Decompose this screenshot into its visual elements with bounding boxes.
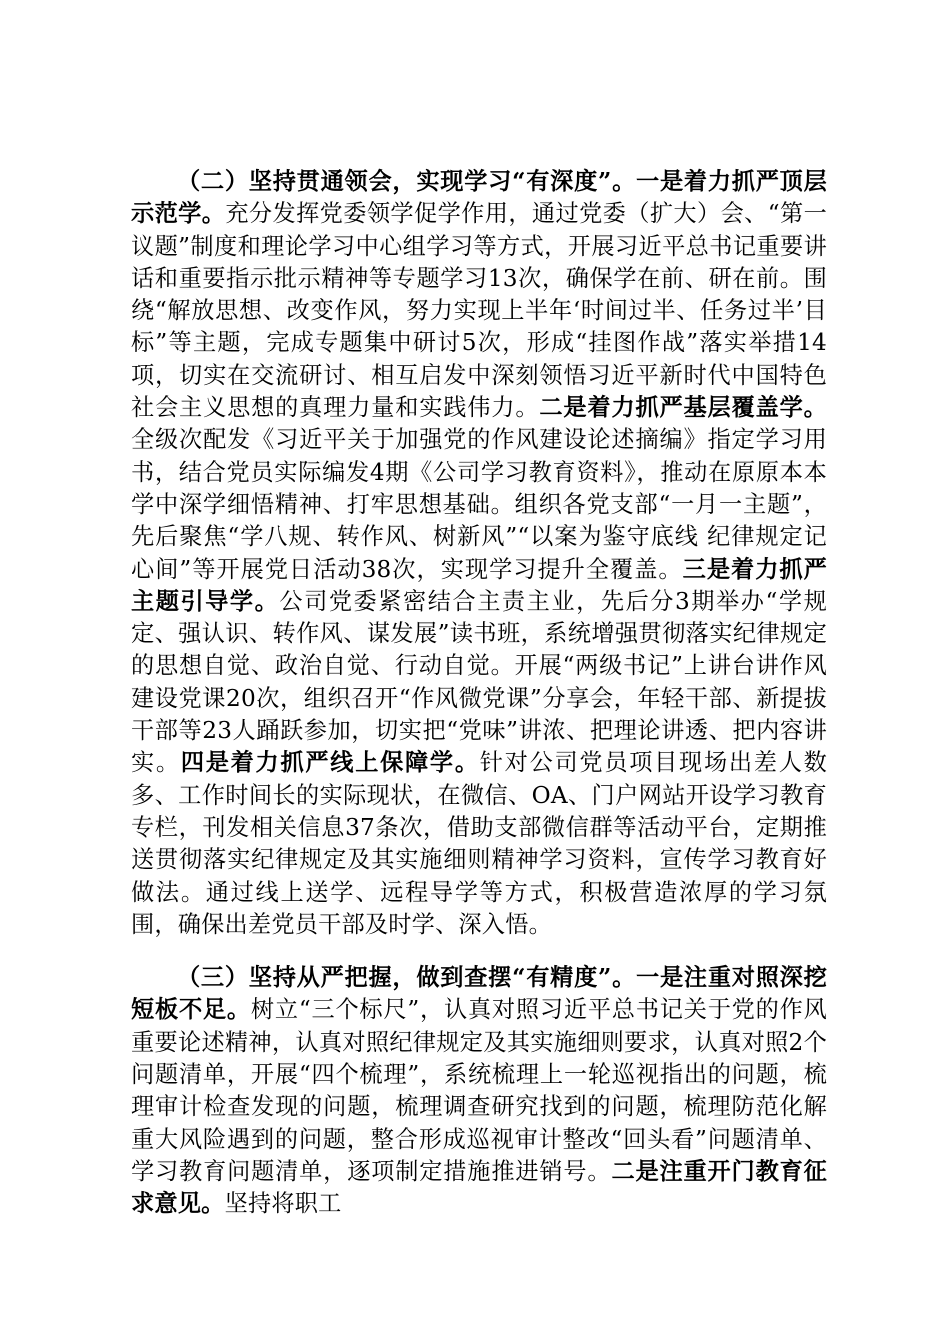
point-heading-3: 三是着力抓严主题引导学。: [131, 555, 827, 615]
point-heading-4: 四是着力抓严线上保障学。: [180, 749, 480, 777]
paragraph-2: [131, 166, 827, 941]
point-body-5: 树立“三个标尺”，认真对照习近平总书记关于党的作风重要论述精神，认真对照纪律规定及其实施细则要求，认真对照2个问题清单，开展“四个梳理”，系统梳理上一轮巡视指出的问题，梳理审计检查发现的问题，梳理调查研究找到的问题，梳理防范化解重大风险遇到的问题，整合形成巡视审计整改“回头看”问题清单、学习教育问题清单，逐项制定措施推进销号。: [131, 996, 827, 1185]
point-body-4: 针对公司党员项目现场出差人数多、工作时间长的实际现状，在微信、OA、门户网站开设学习教育专栏，刊发相关信息37条次，借助支部微信群等活动平台，定期推送贯彻落实纪律规定及其实施细则精神学习资料，宣传学习教育好做法。通过线上送学、远程导学等方式，积极营造浓厚的学习氛围，确保出差党员干部及时学、深入悟。: [131, 749, 827, 938]
point-body-3: 公司党委紧密结合主责主业，先后分3期举办“学规定、强认识、转作风、谋发展”读书班，系统增强贯彻落实纪律规定的思想自觉、政治自觉、行动自觉。开展“两级书记”上讲台讲作风建设党课20次，组织召开“作风微党课”分享会，年轻干部、新提拔干部等23人踊跃参加，切实把“党味”讲浓、把理论讲透、把内容讲实。: [131, 587, 827, 777]
point-body-1: 充分发挥党委领学促学作用，通过党委（扩大）会、“第一议题”制度和理论学习中心组学习等方式，开展习近平总书记重要讲话和重要指示批示精神等专题学习13次，确保学在前、研在前。围绕“解放思想、改变作风，努力实现上半年‘时间过半、任务过半’目标”等主题，完成专题集中研讨5次，形成“挂图作战”落实举措14项，切实在交流研讨、相互启发中深刻领悟习近平新时代中国特色社会主义思想的真理力量和实践伟力。: [131, 200, 827, 422]
section-heading-2: （二）坚持贯通领会，实现学习“有深度”。: [177, 168, 637, 195]
point-heading-5: 一是注重对照深挖短板不足。: [131, 964, 827, 1024]
point-heading-2: 二是着力抓严基层覆盖学。: [539, 394, 827, 422]
document-page: [131, 166, 827, 1221]
section-heading-3: （三）坚持从严把握，做到查摆“有精度”。: [177, 964, 637, 992]
point-body-2: 全级次配发《习近平关于加强党的作风建设论述摘编》指定学习用书，结合党员实际编发4期《公司学习教育资料》，推动在原原本本学中深学细悟精神、打牢思想基础。组织各党支部“一月一主题”，先后聚焦“学八规、转作风、树新风”“以案为鉴守底线 纪律规定记心间”等开展党日活动38次，实现学习提升全覆盖。: [131, 426, 827, 583]
point-heading-1: 一是着力抓严顶层示范学。: [131, 168, 827, 228]
point-heading-6: 二是注重开门教育征求意见。: [131, 1157, 827, 1218]
point-body-6: 坚持将职工: [224, 1190, 342, 1218]
paragraph-3: [131, 962, 827, 1220]
